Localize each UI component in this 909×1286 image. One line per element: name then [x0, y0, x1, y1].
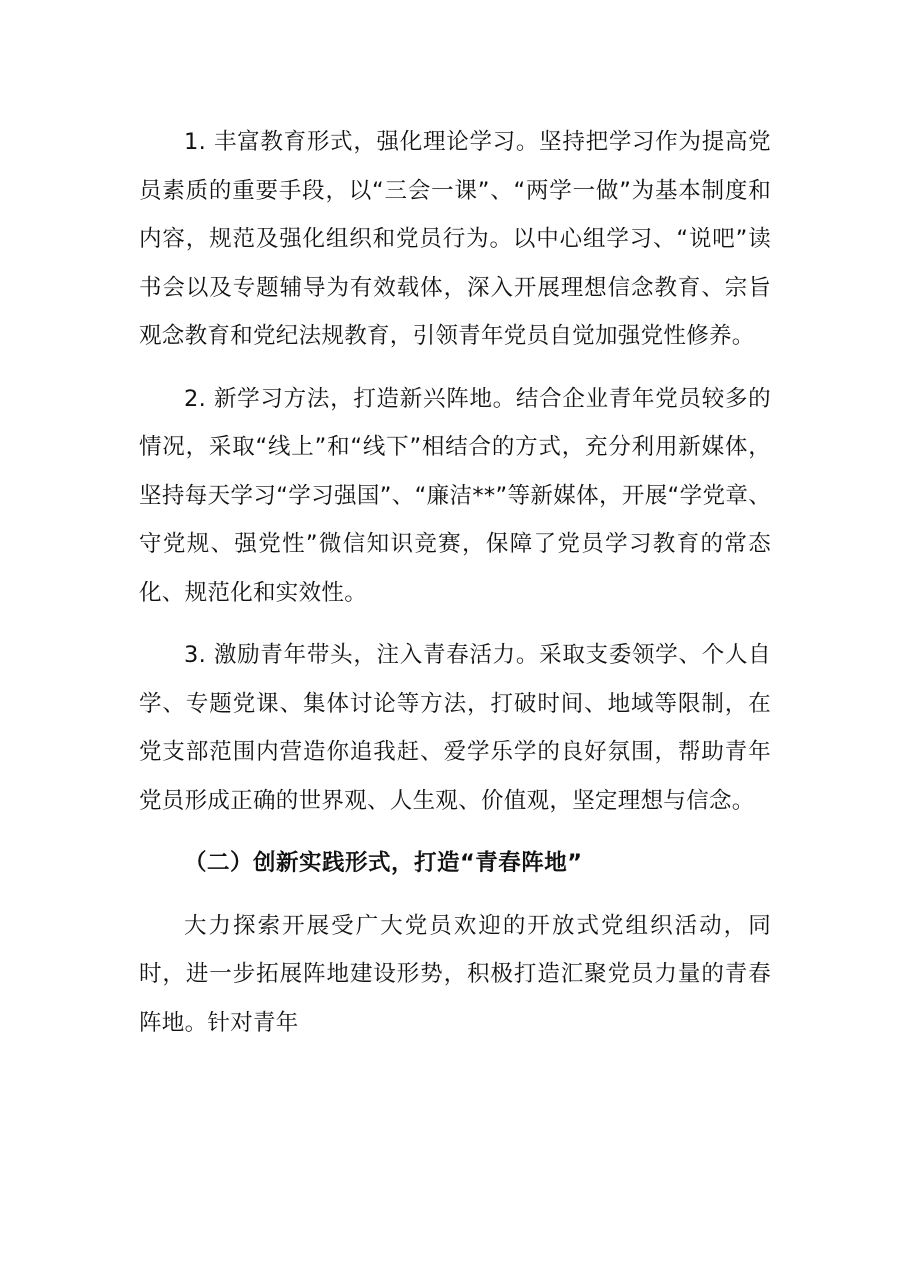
section-heading: （二）创新实践形式，打造“青春阵地”	[184, 850, 583, 876]
paragraph-item-2: 2. 新学习方法，打造新兴阵地。结合企业青年党员较多的情况，采取“线上”和“线下”相结合的方式，充分利用新媒体，坚持每天学习“学习强国”、“廉洁**”等新媒体，开展“学党章、守党规、强党性”微信知识竞赛，保障了党员学习教育的常态化、规范化和实效性。	[139, 385, 771, 606]
paragraph-section-intro: 大力探索开展受广大党员欢迎的开放式党组织活动，同时，进一步拓展阵地建设形势，积极打造汇聚党员力量的青春阵地。针对青年	[139, 912, 771, 1036]
document-body	[139, 118, 771, 1047]
paragraph-item-3: 3. 激励青年带头，注入青春活力。采取支委领学、个人自学、专题党课、集体讨论等方法，打破时间、地域等限制，在党支部范围内营造你追我赶、爱学乐学的良好氛围，帮助青年党员形成正确的世界观、人生观、价值观，坚定理想与信念。	[139, 642, 771, 814]
paragraph-item-1: 1. 丰富教育形式，强化理论学习。坚持把学习作为提高党员素质的重要手段，以“三会一课”、“两学一做”为基本制度和内容，规范及强化组织和党员行为。以中心组学习、“说吧”读书会以及专题辅导为有效载体，深入开展理想信念教育、宗旨观念教育和党纪法规教育，引领青年党员自觉加强党性修养。	[139, 129, 771, 349]
